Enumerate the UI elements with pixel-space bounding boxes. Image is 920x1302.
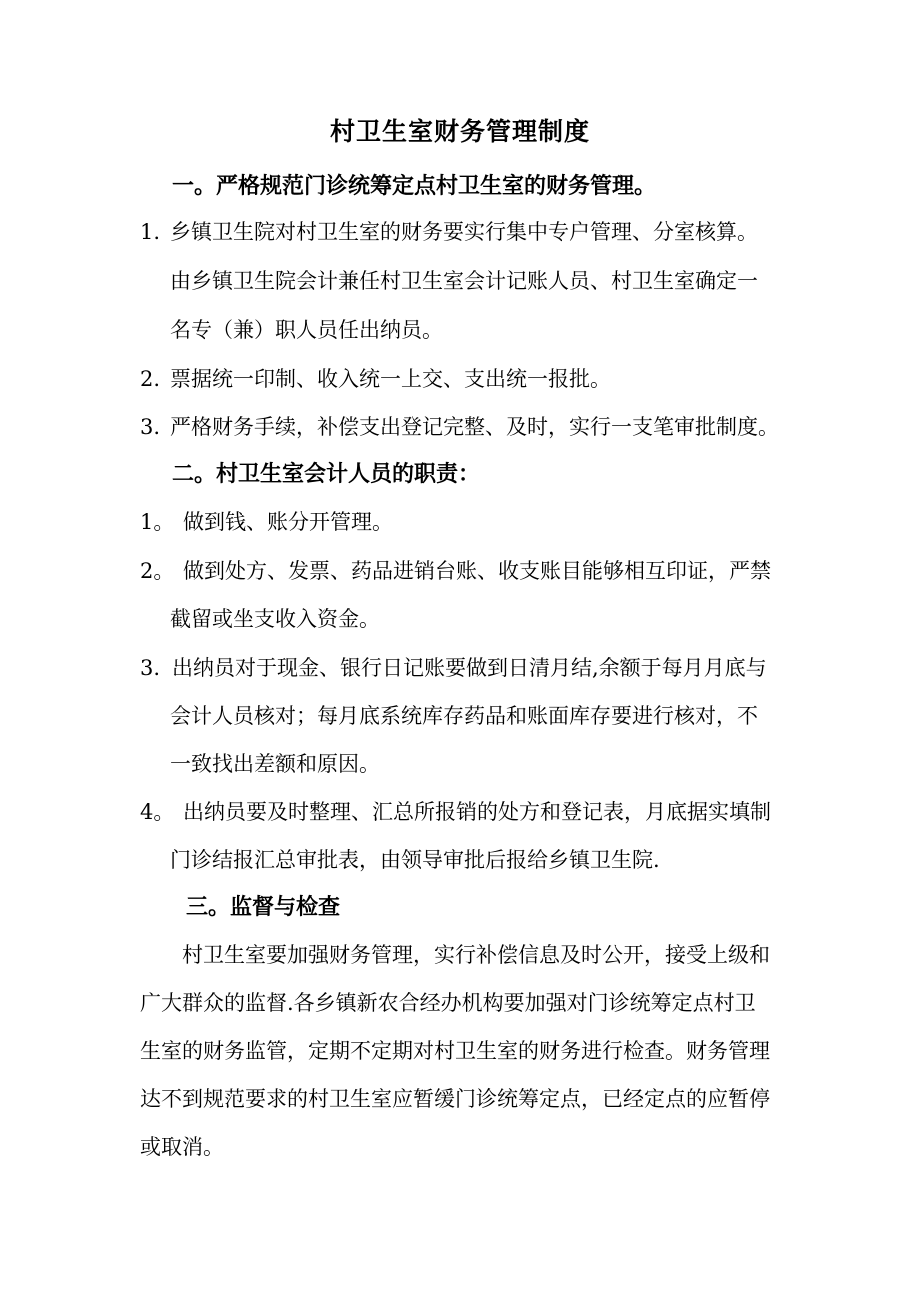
section-2-heading: 二。村卫生室会计人员的职责： bbox=[172, 461, 481, 487]
s2-item-2-line-1: 做到处方、发票、药品进销台账、收支账目能够相互印证，严禁 bbox=[183, 559, 771, 583]
s3-paragraph-line-5: 或取消。 bbox=[140, 1135, 224, 1159]
document-title: 村卫生室财务管理制度 bbox=[329, 117, 590, 146]
s2-item-3-line-3: 一致找出差额和原因。 bbox=[170, 752, 380, 776]
s1-item-3-line-1: 严格财务手续，补偿支出登记完整、及时，实行一支笔审批制度。 bbox=[170, 415, 779, 439]
s3-paragraph-line-2: 广大群众的监督.各乡镇新农合经办机构要加强对门诊统筹定点村卫 bbox=[140, 991, 756, 1015]
s1-item-1-line-2: 由乡镇卫生院会计兼任村卫生室会计记账人员、村卫生室确定一 bbox=[170, 269, 758, 293]
s2-item-1-number: 1。 bbox=[140, 510, 175, 534]
section-1-heading: 一。严格规范门诊统筹定点村卫生室的财务管理。 bbox=[172, 173, 657, 199]
s1-item-3-number: 3. bbox=[140, 415, 161, 439]
s2-item-3-number: 3. bbox=[140, 656, 161, 680]
section-3-heading: 三。监督与检查 bbox=[186, 894, 341, 920]
s1-item-1-line-1: 乡镇卫生院对村卫生室的财务要实行集中专户管理、分室核算。 bbox=[170, 220, 758, 244]
s2-item-4-number: 4。 bbox=[140, 800, 175, 824]
s2-item-4-line-2: 门诊结报汇总审批表，由领导审批后报给乡镇卫生院. bbox=[170, 848, 660, 872]
s1-item-1-line-3: 名专（兼）职人员任出纳员。 bbox=[170, 318, 443, 342]
s3-paragraph-line-3: 生室的财务监管，定期不定期对村卫生室的财务进行检查。财务管理 bbox=[140, 1039, 770, 1063]
s1-item-2-line-1: 票据统一印制、收入统一上交、支出统一报批。 bbox=[170, 367, 611, 391]
s1-item-1-number: 1. bbox=[140, 220, 161, 244]
s2-item-3-line-2: 会计人员核对；每月底系统库存药品和账面库存要进行核对，不 bbox=[170, 704, 758, 728]
s2-item-2-number: 2。 bbox=[140, 559, 175, 583]
s1-item-2-number: 2. bbox=[140, 367, 161, 391]
s2-item-3-line-1: 出纳员对于现金、银行日记账要做到日清月结,余额于每月月底与 bbox=[172, 656, 767, 680]
s3-paragraph-line-1: 村卫生室要加强财务管理，实行补偿信息及时公开，接受上级和 bbox=[182, 943, 770, 967]
s3-paragraph-line-4: 达不到规范要求的村卫生室应暂缓门诊统筹定点，已经定点的应暂停 bbox=[140, 1087, 770, 1111]
s2-item-1-line-1: 做到钱、账分开管理。 bbox=[183, 510, 393, 534]
s2-item-4-line-1: 出纳员要及时整理、汇总所报销的处方和登记表，月底据实填制 bbox=[183, 800, 771, 824]
s2-item-2-line-2: 截留或坐支收入资金。 bbox=[170, 607, 380, 631]
